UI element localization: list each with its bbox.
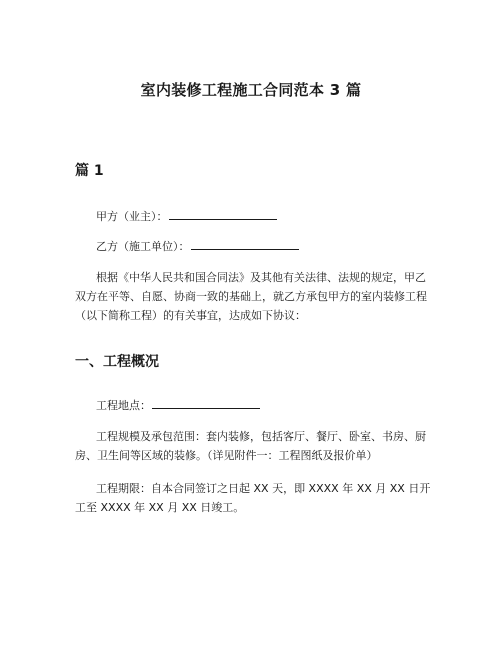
party-a-line bbox=[75, 207, 435, 226]
document-title: 室内装修工程施工合同范本 3 篇 bbox=[140, 81, 362, 99]
project-scope-paragraph: 工程规模及承包范围：套内装修，包括客厅、餐厅、卧室、书房、厨房、卫生间等区域的装修。（详见附件一：工程图纸及报价单） bbox=[75, 430, 426, 462]
project-location-label: 工程地点： bbox=[96, 399, 151, 412]
contract-intro-paragraph: 根据《中华人民共和国合同法》及其他有关法律、法规的规定，甲乙双方在平等、自愿、协商一致的基础上，就乙方承包甲方的室内装修工程（以下简称工程）的有关事宜，达成如下协议： bbox=[75, 271, 427, 322]
party-a-label: 甲方（业主）： bbox=[96, 210, 168, 223]
section-heading-part-1: 篇 1 bbox=[75, 163, 104, 179]
section-heading-project-overview: 一、工程概况 bbox=[75, 354, 159, 370]
project-location-blank bbox=[152, 407, 260, 409]
party-b-blank bbox=[191, 248, 299, 250]
party-b-label: 乙方（施工单位）： bbox=[96, 240, 190, 253]
project-location-line bbox=[75, 396, 435, 415]
party-a-blank bbox=[169, 218, 277, 220]
party-b-line bbox=[75, 237, 435, 256]
project-period-paragraph: 工程期限：自本合同签订之日起 XX 天，即 XXXX 年 XX 月 XX 日开工至 XXXX 年 XX 月 XX 日竣工。 bbox=[75, 482, 431, 514]
